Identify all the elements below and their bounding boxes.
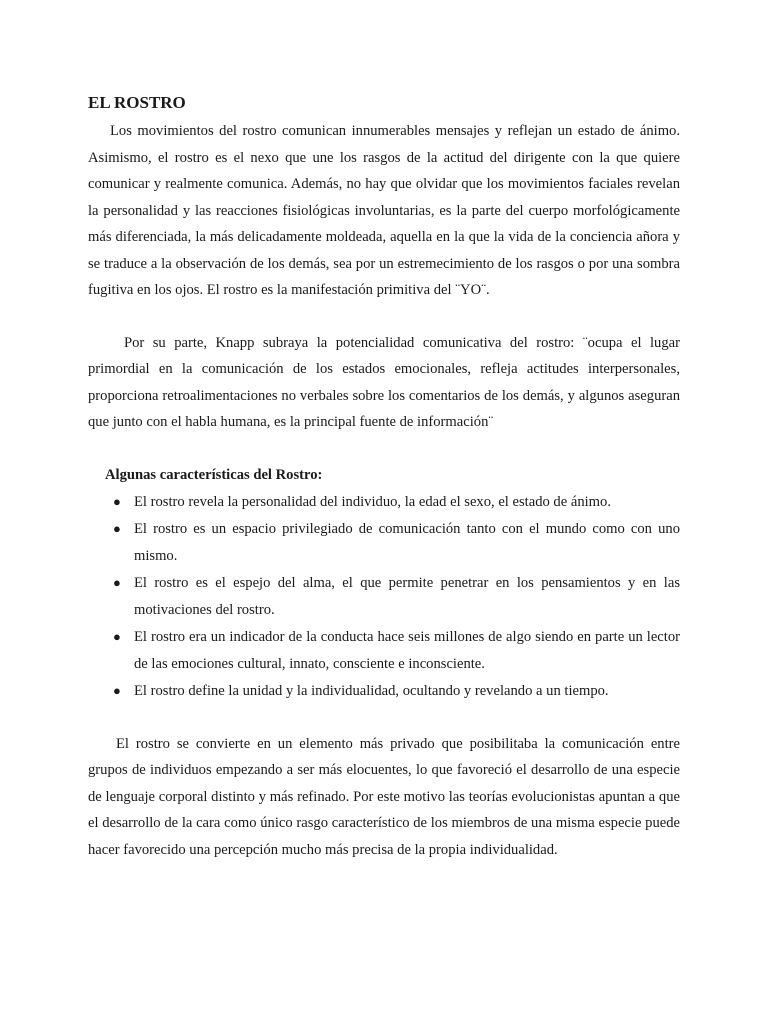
paragraph-evolution: El rostro se convierte en un elemento más privado que posibilitaba la comunicación entre grupos de individuos empezando a ser más elocuentes, lo que favoreció el desarrollo de una especie de lenguaje corporal distinto y más refinado. Por este motivo las teorías evolucionistas apuntan a que el desarrollo de la cara como único rasgo característico de los miembros de una misma especie puede hacer favorecido una percepción mucho más precisa de la propia individualidad.	[88, 735, 680, 858]
characteristics-list	[88, 489, 680, 705]
document-page	[88, 92, 680, 863]
list-item	[88, 624, 680, 677]
bullet-icon: ●	[113, 575, 121, 590]
list-item	[88, 516, 680, 569]
list-item-text: El rostro es el espejo del alma, el que permite penetrar en los pensamientos y en las motivaciones del rostro.	[134, 575, 680, 618]
document-title: EL ROSTRO	[88, 93, 186, 112]
bullet-icon: ●	[113, 683, 121, 698]
section-subtitle: Algunas características del Rostro:	[105, 466, 323, 483]
list-item	[88, 489, 680, 516]
bullet-icon: ●	[113, 629, 121, 644]
list-item	[88, 570, 680, 623]
list-item-text: El rostro define la unidad y la individualidad, ocultando y revelando a un tiempo.	[134, 683, 609, 699]
list-item-text: El rostro revela la personalidad del individuo, la edad el sexo, el estado de ánimo.	[134, 493, 611, 510]
list-item-text: El rostro era un indicador de la conducta hace seis millones de algo siendo en parte un lector de las emociones cultural, innato, consciente e inconsciente.	[134, 629, 680, 672]
list-item	[88, 678, 680, 705]
bullet-icon: ●	[113, 493, 121, 509]
paragraph-intro: Los movimientos del rostro comunican innumerables mensajes y reflejan un estado de ánimo. Asimismo, el rostro es el nexo que une los rasgos de la actitud del dirigente con la que quiere comunicar y realmente comunica. Además, no hay que olvidar que los movimientos faciales revelan la personalidad y las reacciones fisiológicas involuntarias, es la parte del cuerpo morfológicamente más diferenciada, la más delicadamente moldeada, aquella en la que la vida de la conciencia añora y se traduce a la observación de los demás, sea por un estremecimiento de los rasgos o por una sombra fugitiva en los ojos. El rostro es la manifestación primitiva del ¨YO¨.	[88, 123, 680, 298]
paragraph-knapp: Por su parte, Knapp subraya la potencialidad comunicativa del rostro: ¨ocupa el lugar primordial en la comunicación de los estados emocionales, refleja actitudes interpersonales, proporciona retroalimentaciones no verbales sobre los comentarios de los demás, y algunos aseguran que junto con el habla humana, es la principal fuente de información¨	[88, 334, 680, 430]
list-item-text: El rostro es un espacio privilegiado de comunicación tanto con el mundo como con uno mismo.	[134, 521, 680, 564]
bullet-icon: ●	[113, 521, 121, 536]
